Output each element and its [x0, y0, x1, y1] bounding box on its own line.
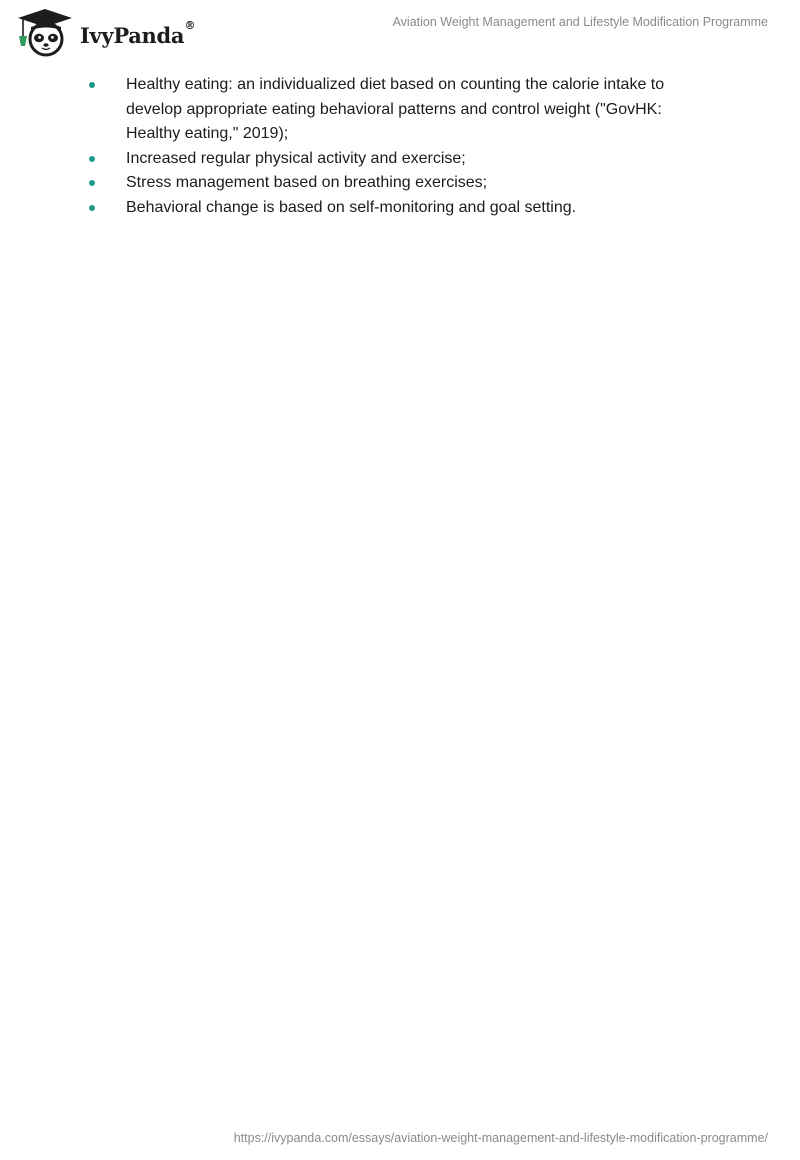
list-item-text: Increased regular physical activity and exercise;: [126, 149, 466, 167]
document-title: Aviation Weight Management and Lifestyle Modification Programme: [392, 15, 768, 29]
bullet-icon: [89, 180, 95, 186]
list-item: [86, 196, 706, 221]
bullet-icon: [89, 205, 95, 211]
list-item-text: Healthy eating: an individualized diet based on counting the calorie intake to develop appropriate eating behavioral patterns and control weight ("GovHK: Healthy eating," 2019);: [126, 76, 665, 142]
logo-wordmark: [80, 18, 196, 48]
bullet-icon: [89, 156, 95, 162]
bullet-icon: [89, 82, 95, 88]
logo-text: IvyPanda: [80, 22, 185, 48]
list-item-text: Stress management based on breathing exercises;: [126, 174, 488, 191]
source-url-link[interactable]: https://ivypanda.com/essays/aviation-weight-management-and-lifestyle-modification-programme/: [233, 1131, 768, 1145]
list-item-text: Behavioral change is based on self-monitoring and goal setting.: [126, 198, 577, 216]
list-item: [86, 73, 706, 147]
list-item: [86, 171, 706, 196]
site-logo[interactable]: [16, 8, 196, 58]
registered-mark: ®: [184, 18, 196, 32]
panda-logo-icon: [16, 8, 74, 58]
bullet-list: [86, 73, 706, 220]
list-item: [86, 147, 706, 172]
